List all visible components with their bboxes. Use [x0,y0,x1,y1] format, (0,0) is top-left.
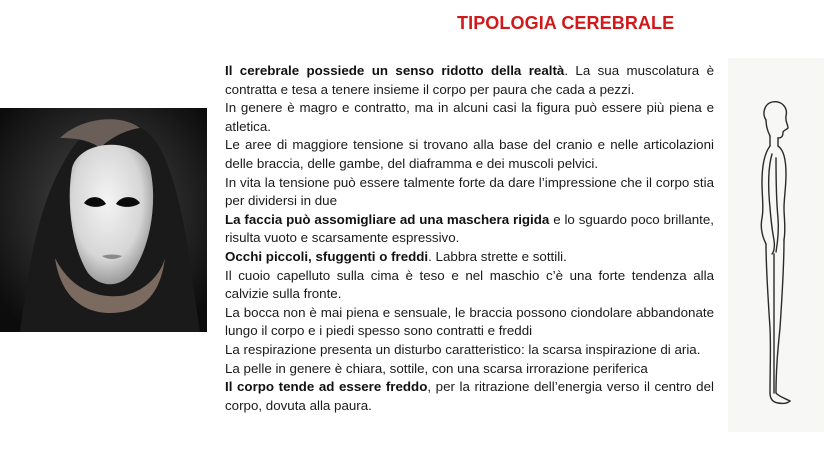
paragraph: Occhi piccoli, sfuggenti o freddi. Labbra strette e sottili. [225,248,567,264]
paragraph: La respirazione presenta un disturbo caratteristico: la scarsa inspirazione di aria. [225,341,701,357]
paragraph: La faccia può assomigliare ad una maschera rigida e lo sguardo poco brillante, risulta vuoto e scarsamente espressivo. [225,211,714,246]
paragraph: Le aree di maggiore tensione si trovano alla base del cranio e nelle articolazioni delle braccia, delle gambe, del diaframma e dei muscoli pelvici. [225,137,714,171]
paragraph: Il cuoio capelluto sulla cima è teso e nel maschio c’è una forte tendenza alla calvizie sulla fronte. [225,267,714,302]
paragraph: Il corpo tende ad essere freddo, per la ritrazione dell’energia verso il centro del corpo, dovuta alla paura. [225,379,714,413]
paragraph: In genere è magro e contratto, ma in alcuni casi la figura può essere più piena e atletica. [225,100,714,134]
paragraph: Il cerebrale possiede un senso ridotto della realtà. La sua muscolatura è contratta e tesa a tenere insieme il corpo per paura che cada a pezzi. [225,63,714,97]
paragraph: La bocca non è mai piena e sensuale, le braccia possono ciondolare abbandonate lungo il corpo e i piedi spesso sono contratti e freddi [225,304,714,339]
paragraph: La pelle in genere è chiara, sottile, con una scarsa irrorazione periferica [225,360,648,376]
body-figure-illustration [728,58,824,432]
paragraph: In vita la tensione può essere talmente forte da dare l’impressione che il corpo stia per dividersi in due [225,174,714,209]
description-text [225,62,714,415]
mask-photo [0,108,207,332]
page-title: TIPOLOGIA CEREBRALE [457,13,675,33]
